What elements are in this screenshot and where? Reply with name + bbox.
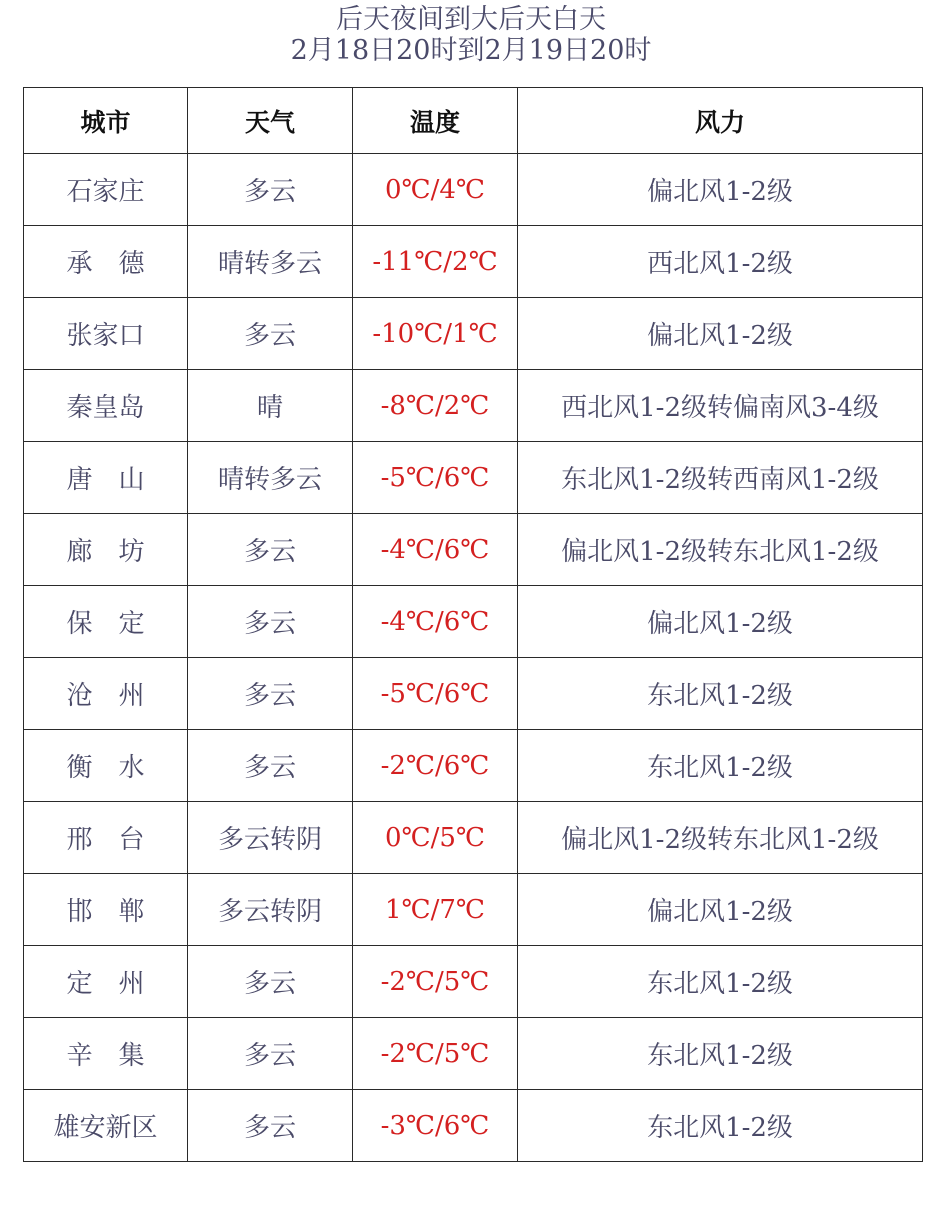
wind-cell: 偏北风1-2级 — [518, 154, 923, 226]
temperature-cell: -4℃/6℃ — [353, 586, 518, 658]
weather-cell: 多云 — [188, 658, 353, 730]
table-header-row — [24, 88, 923, 154]
wind-cell: 东北风1-2级转西南风1-2级 — [518, 442, 923, 514]
temperature-cell: -11℃/2℃ — [353, 226, 518, 298]
city-cell: 秦皇岛 — [24, 370, 188, 442]
table-row — [24, 154, 923, 226]
wind-cell: 西北风1-2级 — [518, 226, 923, 298]
table-row — [24, 370, 923, 442]
wind-cell: 西北风1-2级转偏南风3-4级 — [518, 370, 923, 442]
wind-cell: 偏北风1-2级转东北风1-2级 — [518, 514, 923, 586]
weather-cell: 多云 — [188, 946, 353, 1018]
city-cell: 雄安新区 — [24, 1090, 188, 1162]
table-row — [24, 514, 923, 586]
city-cell: 张家口 — [24, 298, 188, 370]
temperature-cell: -5℃/6℃ — [353, 442, 518, 514]
wind-cell: 偏北风1-2级 — [518, 586, 923, 658]
temperature-cell: -10℃/1℃ — [353, 298, 518, 370]
table-body — [24, 154, 923, 1162]
temperature-cell: -8℃/2℃ — [353, 370, 518, 442]
weather-cell: 多云 — [188, 1090, 353, 1162]
header-temperature: 温度 — [353, 88, 518, 154]
table-row — [24, 730, 923, 802]
table-row — [24, 442, 923, 514]
table-row — [24, 658, 923, 730]
table-row — [24, 586, 923, 658]
weather-cell: 多云转阴 — [188, 874, 353, 946]
header-wind: 风力 — [518, 88, 923, 154]
weather-cell: 多云 — [188, 298, 353, 370]
table-row — [24, 946, 923, 1018]
temperature-cell: -3℃/6℃ — [353, 1090, 518, 1162]
weather-cell: 晴转多云 — [188, 442, 353, 514]
title-line-time-range: 2月18日20时到2月19日20时 — [290, 35, 652, 66]
temperature-cell: 0℃/4℃ — [353, 154, 518, 226]
city-cell: 衡 水 — [24, 730, 188, 802]
header-city: 城市 — [24, 88, 188, 154]
temperature-cell: -2℃/5℃ — [353, 1018, 518, 1090]
temperature-cell: 1℃/7℃ — [353, 874, 518, 946]
wind-cell: 东北风1-2级 — [518, 658, 923, 730]
city-cell: 邯 郸 — [24, 874, 188, 946]
wind-cell: 东北风1-2级 — [518, 946, 923, 1018]
title-line-period: 后天夜间到大后天白天 — [336, 4, 606, 35]
weather-cell: 多云 — [188, 154, 353, 226]
wind-cell: 偏北风1-2级转东北风1-2级 — [518, 802, 923, 874]
temperature-cell: 0℃/5℃ — [353, 802, 518, 874]
wind-cell: 东北风1-2级 — [518, 730, 923, 802]
weather-cell: 多云 — [188, 1018, 353, 1090]
city-cell: 辛 集 — [24, 1018, 188, 1090]
temperature-cell: -2℃/5℃ — [353, 946, 518, 1018]
temperature-cell: -5℃/6℃ — [353, 658, 518, 730]
weather-cell: 多云 — [188, 586, 353, 658]
forecast-table — [23, 87, 923, 1162]
temperature-cell: -4℃/6℃ — [353, 514, 518, 586]
weather-cell: 多云转阴 — [188, 802, 353, 874]
page-title — [0, 4, 942, 66]
city-cell: 保 定 — [24, 586, 188, 658]
header-weather: 天气 — [188, 88, 353, 154]
table-row — [24, 874, 923, 946]
weather-cell: 晴转多云 — [188, 226, 353, 298]
weather-cell: 多云 — [188, 730, 353, 802]
table-row — [24, 1018, 923, 1090]
weather-cell: 晴 — [188, 370, 353, 442]
city-cell: 定 州 — [24, 946, 188, 1018]
table-row — [24, 802, 923, 874]
table-row — [24, 1090, 923, 1162]
temperature-cell: -2℃/6℃ — [353, 730, 518, 802]
wind-cell: 偏北风1-2级 — [518, 298, 923, 370]
table-row — [24, 226, 923, 298]
wind-cell: 东北风1-2级 — [518, 1018, 923, 1090]
wind-cell: 偏北风1-2级 — [518, 874, 923, 946]
city-cell: 廊 坊 — [24, 514, 188, 586]
city-cell: 承 德 — [24, 226, 188, 298]
city-cell: 唐 山 — [24, 442, 188, 514]
wind-cell: 东北风1-2级 — [518, 1090, 923, 1162]
city-cell: 邢 台 — [24, 802, 188, 874]
weather-cell: 多云 — [188, 514, 353, 586]
city-cell: 石家庄 — [24, 154, 188, 226]
table-row — [24, 298, 923, 370]
city-cell: 沧 州 — [24, 658, 188, 730]
